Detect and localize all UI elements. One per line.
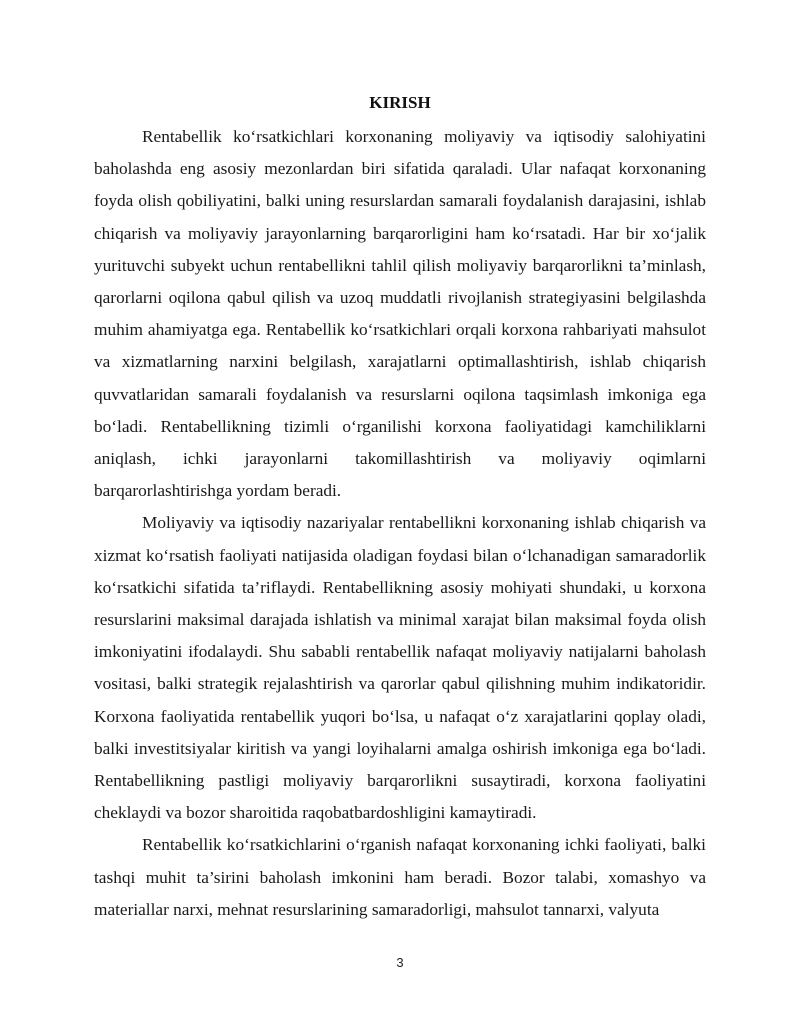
body-text	[94, 121, 706, 926]
paragraph-2: Moliyaviy va iqtisodiy nazariyalar rentabellikni korxonaning ishlab chiqarish va xizmat ko‘rsatish faoliyati natijasida oladigan foydasi bilan o‘lchanadigan samaradorlik ko‘rsatkichi sifatida ta’riflaydi. Rentabellikning asosiy mohiyati shundaki, u korxona resurslarini maksimal darajada ishlatish va minimal xarajat bilan maksimal foyda olish imkoniyatini ifodalaydi. Shu sababli rentabellik nafaqat moliyaviy natijalarni baholash vositasi, balki strategik rejalashtirish va qarorlar qabul qilishning muhim indikatoridir. Korxona faoliyatida rentabellik yuqori bo‘lsa, u nafaqat o‘z xarajatlarini qoplay oladi, balki investitsiyalar kiritish va yangi loyihalarni amalga oshirish imkoniga ega bo‘ladi. Rentabellikning pastligi moliyaviy barqarorlikni susaytiradi, korxona faoliyatini cheklaydi va bozor sharoitida raqobatbardoshligini kamaytiradi.	[94, 513, 706, 823]
paragraph-1: Rentabellik ko‘rsatkichlari korxonaning moliyaviy va iqtisodiy salohiyatini baholashda eng asosiy mezonlardan biri sifatida qaraladi. Ular nafaqat korxonaning foyda olish qobiliyatini, balki uning resurslardan samarali foydalanish darajasini, ishlab chiqarish va moliyaviy jarayonlarning barqarorligini ham ko‘rsatadi. Har bir xo‘jalik yurituvchi subyekt uchun rentabellikni tahlil qilish moliyaviy barqarorlikni ta’minlash, qarorlarni oqilona qabul qilish va uzoq muddatli rivojlanish strategiyasini belgilashda muhim ahamiyatga ega. Rentabellik ko‘rsatkichlari orqali korxona rahbariyati mahsulot va xizmatlarning narxini belgilash, xarajatlarni optimallashtirish, ishlab chiqarish quvvatlaridan samarali foydalanish va resurslarni oqilona taqsimlash imkoniga ega bo‘ladi. Rentabellikning tizimli o‘rganilishi korxona faoliyatidagi kamchiliklarni aniqlash, ichki jarayonlarni takomillashtirish va moliyaviy oqimlarni barqarorlashtirishga yordam beradi.	[94, 127, 706, 501]
section-title: KIRISH	[369, 93, 431, 112]
page-number: 3	[396, 955, 404, 970]
paragraph-3: Rentabellik ko‘rsatkichlarini o‘rganish nafaqat korxonaning ichki faoliyati, balki tashqi muhit ta’sirini baholash imkonini ham beradi. Bozor talabi, xomashyo va materiallar narxi, mehnat resurslarining samaradorligi, mahsulot tannarxi, valyuta	[94, 835, 706, 919]
